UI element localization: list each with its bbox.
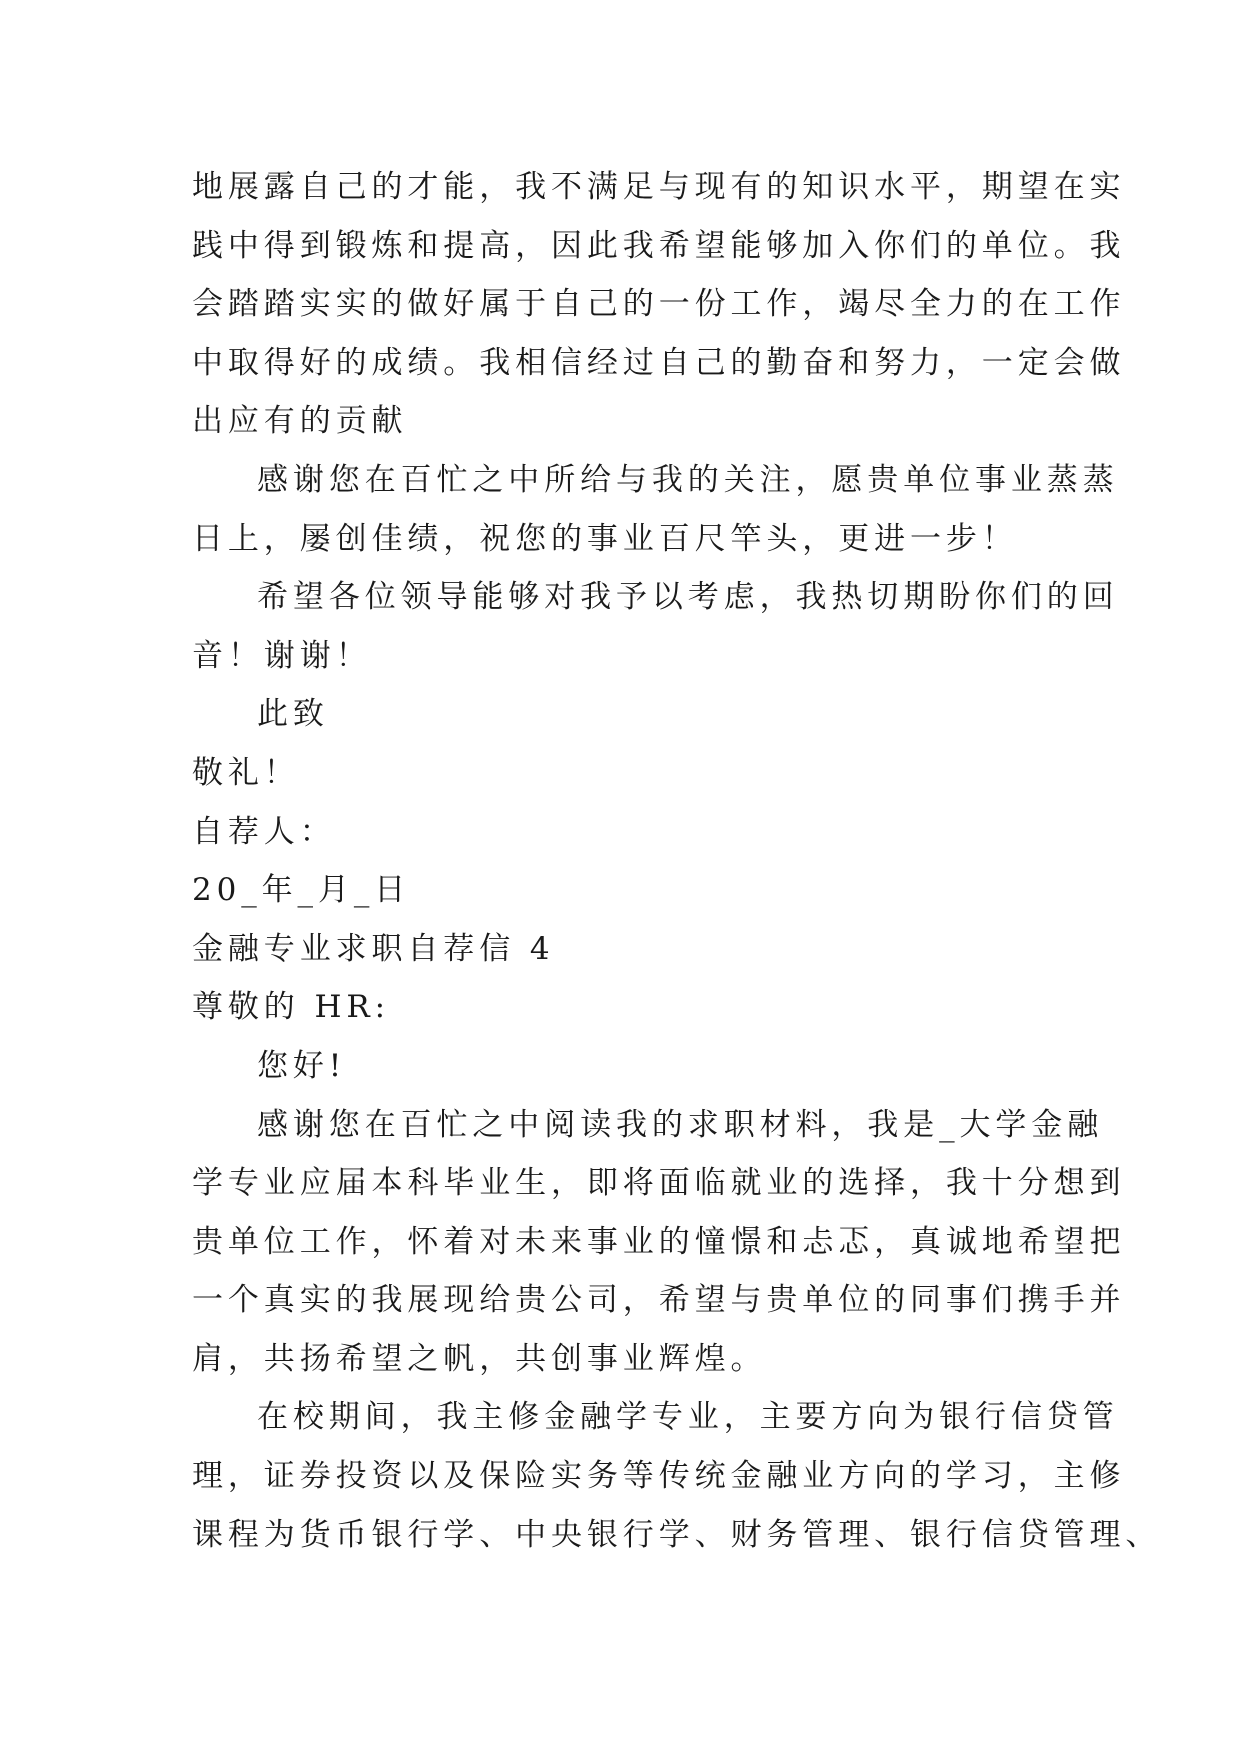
text-line: 践中得到锻炼和提高，因此我希望能够加入你们的单位。我 <box>192 227 1126 264</box>
text-line: 课程为货币银行学、中央银行学、财务管理、银行信贷管理、 <box>192 1516 1162 1553</box>
closing-text: 此致 <box>257 696 329 733</box>
date-text: 20_年_月_日 <box>192 872 411 909</box>
text-line: 理，证券投资以及保险实务等传统金融业方向的学习，主修 <box>192 1458 1126 1495</box>
paragraph-3 <box>192 568 1119 685</box>
text-line: 会踏踏实实的做好属于自己的一份工作，竭尽全力的在工作 <box>192 286 1126 323</box>
text-line: 日上，屡创佳绩，祝您的事业百尺竿头，更进一步！ <box>192 520 1018 557</box>
salute-text: 敬礼！ <box>192 754 300 791</box>
signer-label: 自荐人： <box>192 813 336 850</box>
text-line: 感谢您在百忙之中所给与我的关注，愿贵单位事业蒸蒸 <box>257 461 1119 498</box>
paragraph-4 <box>192 1096 1126 1389</box>
text-line: 中取得好的成绩。我相信经过自己的勤奋和努力，一定会做 <box>192 344 1126 381</box>
paragraph-1 <box>192 158 1126 451</box>
text-line: 音！谢谢！ <box>192 637 372 674</box>
text-line: 地展露自己的才能，我不满足与现有的知识水平，期望在实 <box>192 169 1126 205</box>
text-line: 贵单位工作，怀着对未来事业的憧憬和忐忑，真诚地希望把 <box>192 1223 1126 1260</box>
document-body <box>192 158 1162 1564</box>
text-line: 希望各位领导能够对我予以考虑，我热切期盼你们的回 <box>257 579 1119 616</box>
text-line: 出应有的贡献 <box>192 403 408 440</box>
text-line: 一个真实的我展现给贵公司，希望与贵单位的同事们携手并 <box>192 1282 1126 1319</box>
greeting-text: 您好! <box>257 1047 347 1084</box>
text-line: 学专业应届本科毕业生，即将面临就业的选择，我十分想到 <box>192 1165 1126 1202</box>
paragraph-5 <box>192 1388 1162 1564</box>
text-line: 肩，共扬希望之帆，共创事业辉煌。 <box>192 1340 767 1377</box>
text-line: 在校期间，我主修金融学专业，主要方向为银行信贷管 <box>257 1399 1119 1436</box>
paragraph-2 <box>192 451 1119 568</box>
section-title: 金融专业求职自荐信 4 <box>192 930 555 967</box>
addressee-text: 尊敬的 HR: <box>192 989 390 1026</box>
text-line: 感谢您在百忙之中阅读我的求职材料，我是_大学金融 <box>257 1106 1104 1143</box>
